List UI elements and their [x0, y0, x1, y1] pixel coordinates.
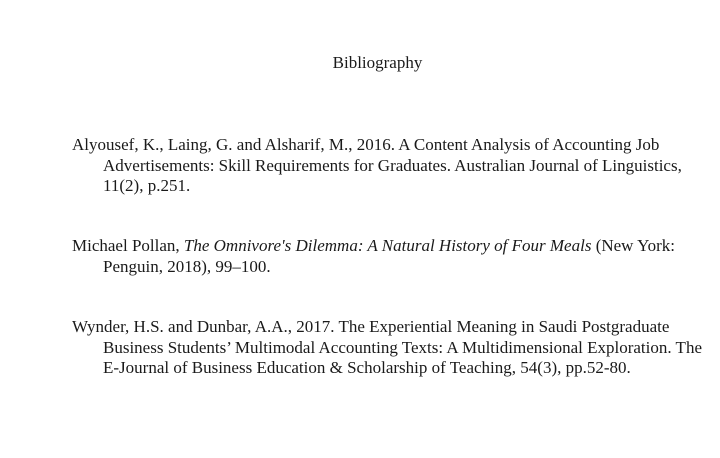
entry-book-title: The Omnivore's Dilemma: A Natural History of Four Meals	[183, 236, 592, 255]
entry-publication: (New York: Penguin, 2018), 99–100.	[103, 236, 676, 276]
bibliography-entry	[72, 236, 703, 277]
bibliography-entry: Wynder, H.S. and Dunbar, A.A., 2017. The Experiential Meaning in Saudi Postgraduate Business Students’ Multimodal Accounting Texts: A Multidimensional Exploration. The E-Journal of Business Education & Scholarship of Teaching, 54(3), pp.52-80.	[72, 317, 702, 377]
page-title: Bibliography	[332, 53, 423, 72]
bibliography-entry: Alyousef, K., Laing, G. and Alsharif, M., 2016. A Content Analysis of Accounting Job Advertisements: Skill Requirements for Graduates. Australian Journal of Linguistics, 11(2), p.251.	[72, 135, 682, 195]
entry-author: Michael Pollan,	[72, 236, 180, 255]
